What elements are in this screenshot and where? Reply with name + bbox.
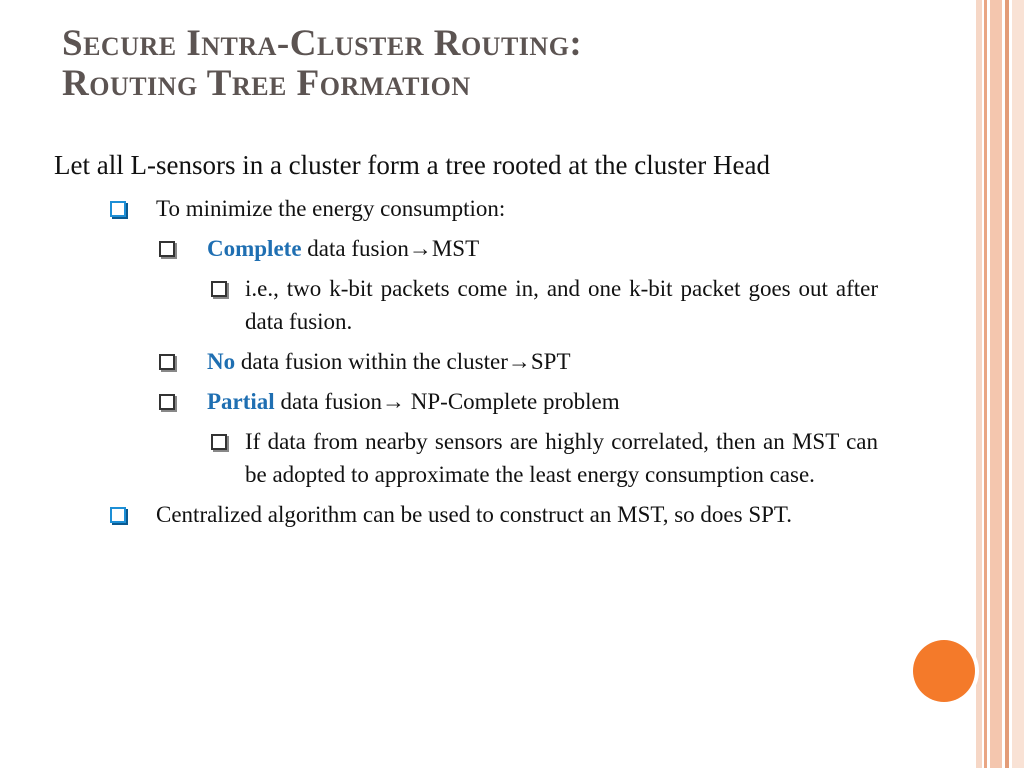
decorative-stripe xyxy=(1005,0,1009,768)
bullet-packet-example xyxy=(54,272,878,338)
slide-title-line-2: Routing Tree Formation xyxy=(62,63,471,104)
bullet-text: data fusion→ NP-Complete problem xyxy=(274,389,620,414)
slide-title xyxy=(62,24,902,104)
slide-title-line-1: Secure Intra-Cluster Routing: xyxy=(62,23,583,64)
checkbox-bullet-icon xyxy=(159,394,175,410)
bullet-text: If data from nearby sensors are highly correlated, then an MST can be adopted to approximate the least energy consumption case. xyxy=(245,429,878,487)
checkbox-bullet-icon xyxy=(110,507,126,523)
intro-paragraph: Let all L-sensors in a cluster form a tree rooted at the cluster Head xyxy=(54,150,770,180)
bullet-text: i.e., two k-bit packets come in, and one k-bit packet goes out after data fusion. xyxy=(245,276,878,334)
bullet-correlated-data xyxy=(54,425,878,491)
keyword-complete: Complete xyxy=(207,236,302,261)
bullet-complete-fusion xyxy=(54,232,878,265)
decorative-stripe xyxy=(984,0,987,768)
bullet-text: data fusion→MST xyxy=(301,236,480,261)
decorative-stripe xyxy=(976,0,982,768)
bullet-partial-fusion xyxy=(54,385,878,418)
checkbox-bullet-icon xyxy=(159,241,175,257)
checkbox-bullet-icon xyxy=(110,201,126,217)
decorative-stripe xyxy=(990,0,1002,768)
bullet-text: To minimize the energy consumption: xyxy=(156,196,506,221)
bullet-energy-consumption xyxy=(54,192,878,225)
checkbox-bullet-icon xyxy=(159,354,175,370)
bullet-no-fusion xyxy=(54,345,878,378)
keyword-partial: Partial xyxy=(207,389,275,414)
bullet-centralized-algorithm xyxy=(54,498,878,531)
orange-circle-decoration xyxy=(913,640,975,702)
bullet-text: data fusion within the cluster→SPT xyxy=(235,349,571,374)
slide-body xyxy=(54,144,878,538)
checkbox-bullet-icon xyxy=(211,281,227,297)
checkbox-bullet-icon xyxy=(211,434,227,450)
decorative-stripe xyxy=(1012,0,1024,768)
bullet-text: Centralized algorithm can be used to construct an MST, so does SPT. xyxy=(156,502,792,527)
keyword-no: No xyxy=(207,349,236,374)
